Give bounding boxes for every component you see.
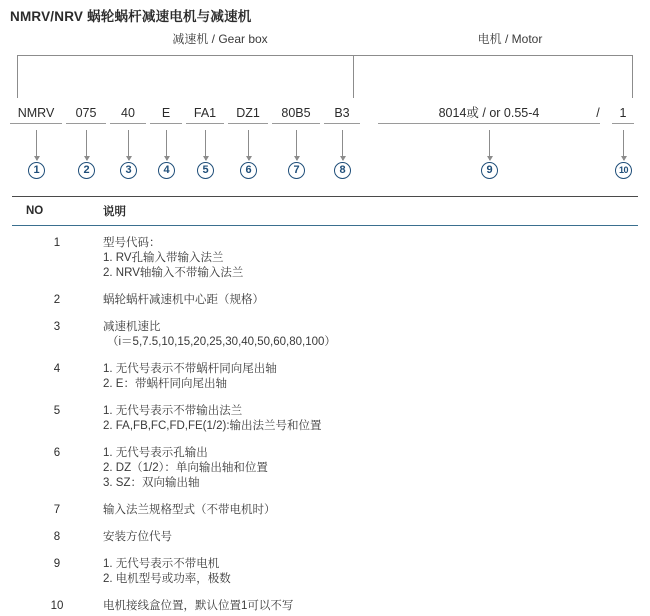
table-row — [12, 589, 638, 616]
description-line: 电机接线盒位置，默认位置1可以不写 — [103, 599, 637, 614]
pointer-arrow-8 — [342, 130, 343, 160]
code-cell-1: NMRV — [10, 102, 62, 124]
pointer-arrow-4 — [166, 130, 167, 160]
table-row — [12, 310, 638, 352]
designation-diagram — [0, 26, 650, 186]
index-marker-1: 1 — [28, 162, 45, 179]
row-description — [89, 310, 638, 352]
row-description — [89, 493, 638, 520]
table-row — [12, 520, 638, 547]
index-marker-7: 7 — [288, 162, 305, 179]
index-marker-4: 4 — [158, 162, 175, 179]
pointer-arrow-3 — [128, 130, 129, 160]
index-marker-6: 6 — [240, 162, 257, 179]
row-description — [89, 394, 638, 436]
pointer-arrow-1 — [36, 130, 37, 160]
page-title: NMRV/NRV 蜗轮蜗杆减速电机与减速机 — [10, 5, 251, 25]
code-cell-4: E — [150, 102, 182, 124]
code-separator-slash: / — [588, 102, 608, 124]
column-header-description: 说明 — [89, 197, 638, 226]
table-body — [12, 226, 638, 616]
pointer-arrow-9 — [489, 130, 490, 160]
code-cell-2: 075 — [66, 102, 106, 124]
description-line: 1. 无代号表示不带电机 — [103, 557, 637, 572]
row-description — [89, 283, 638, 310]
row-number: 10 — [12, 589, 89, 616]
pointer-arrow-10 — [623, 130, 624, 160]
code-cell-10: 1 — [612, 102, 634, 124]
pointer-arrow-7 — [296, 130, 297, 160]
description-line: 减速机速比 — [103, 320, 637, 335]
description-line: 2. NRV轴输入不带输入法兰 — [103, 266, 637, 281]
row-number: 7 — [12, 493, 89, 520]
description-line: 2. DZ（1/2）：单向输出轴和位置 — [103, 461, 637, 476]
row-number: 8 — [12, 520, 89, 547]
description-line: 1. 无代号表示不带蜗杆同向尾出轴 — [103, 362, 637, 377]
row-number: 6 — [12, 436, 89, 493]
row-number: 4 — [12, 352, 89, 394]
row-number: 5 — [12, 394, 89, 436]
description-line: 安装方位代号 — [103, 530, 637, 545]
table-row — [12, 436, 638, 493]
description-line: 3. SZ：双向输出轴 — [103, 476, 637, 491]
group-label-motor: 电机 / Motor — [380, 30, 640, 47]
description-line: 2. FA,FB,FC,FD,FE(1/2):输出法兰号和位置 — [103, 419, 637, 434]
table-row — [12, 394, 638, 436]
table-row — [12, 352, 638, 394]
pointer-arrow-5 — [205, 130, 206, 160]
table-row — [12, 283, 638, 310]
code-cell-6: DZ1 — [228, 102, 268, 124]
row-number: 9 — [12, 547, 89, 589]
table-row — [12, 547, 638, 589]
row-description — [89, 352, 638, 394]
index-marker-8: 8 — [334, 162, 351, 179]
description-line: 蜗轮蜗杆减速机中心距（规格） — [103, 293, 637, 308]
description-line: （i＝5,7.5,10,15,20,25,30,40,50,60,80,100） — [103, 335, 637, 350]
row-description — [89, 436, 638, 493]
description-table — [12, 196, 638, 616]
code-cell-5: FA1 — [186, 102, 224, 124]
row-number: 2 — [12, 283, 89, 310]
description-line: 2. 电机型号或功率，极数 — [103, 572, 637, 587]
index-marker-3: 3 — [120, 162, 137, 179]
code-cell-9: 8014或 / or 0.55-4 — [378, 102, 600, 124]
code-cell-3: 40 — [110, 102, 146, 124]
designation-bracket — [17, 55, 633, 98]
description-line: 1. RV孔输入带输入法兰 — [103, 251, 637, 266]
row-number: 1 — [12, 226, 89, 284]
table-header-row — [12, 197, 638, 226]
description-line: 型号代码： — [103, 236, 637, 251]
index-marker-9: 9 — [481, 162, 498, 179]
pointer-arrow-2 — [86, 130, 87, 160]
code-row — [0, 102, 650, 130]
description-line: 1. 无代号表示不带输出法兰 — [103, 404, 637, 419]
row-description — [89, 589, 638, 616]
index-marker-10: 10 — [615, 162, 632, 179]
pointer-arrow-6 — [248, 130, 249, 160]
bracket-section-divider — [353, 55, 354, 98]
description-line: 输入法兰规格型式（不带电机时） — [103, 503, 637, 518]
column-header-no: NO — [12, 197, 89, 226]
row-number: 3 — [12, 310, 89, 352]
description-line: 1. 无代号表示孔输出 — [103, 446, 637, 461]
group-label-gearbox: 减速机 / Gear box — [70, 30, 370, 47]
index-marker-2: 2 — [78, 162, 95, 179]
table-row — [12, 493, 638, 520]
table-row — [12, 226, 638, 284]
row-description — [89, 226, 638, 284]
row-description — [89, 547, 638, 589]
index-marker-5: 5 — [197, 162, 214, 179]
description-line: 2. E：带蜗杆同向尾出轴 — [103, 377, 637, 392]
code-cell-7: 80B5 — [272, 102, 320, 124]
code-cell-8: B3 — [324, 102, 360, 124]
row-description — [89, 520, 638, 547]
